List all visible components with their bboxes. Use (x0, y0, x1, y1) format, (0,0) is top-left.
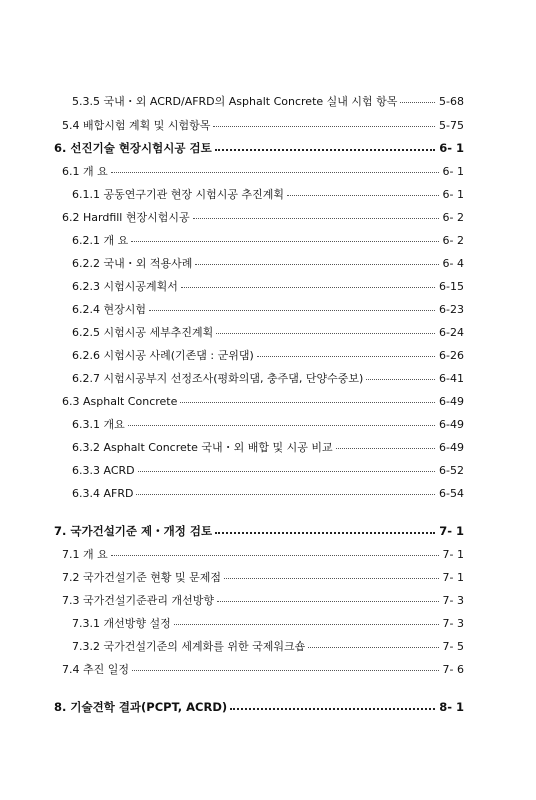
toc-entry-title: 5.4 배합시험 계획 및 시험항목 (62, 119, 211, 132)
toc-entry-title: 6.3.2 Asphalt Concrete 국내・외 배합 및 시공 비교 (72, 441, 333, 454)
toc-entry (62, 161, 464, 181)
toc-entry-page: 7- 1 (439, 524, 464, 538)
toc-entry (72, 322, 464, 342)
toc-entry-page: 6- 2 (442, 233, 464, 247)
toc-entry-page: 6-49 (439, 394, 464, 408)
leader-dots (287, 184, 439, 204)
toc-entry-page: 6- 2 (442, 210, 464, 224)
toc-entry (72, 437, 464, 457)
leader-dots (216, 322, 435, 342)
leader-dots (111, 544, 439, 564)
toc-entry-page: 6-23 (439, 302, 464, 316)
toc-entry-title: 6.2.3 시험시공계획서 (72, 280, 178, 293)
toc-entry (62, 391, 464, 411)
toc-entry-page: 8- 1 (439, 700, 464, 714)
toc-entry-title: 6.1 개 요 (62, 165, 108, 178)
toc-entry (72, 345, 464, 365)
toc-entry (72, 184, 464, 204)
toc-entry-title: 6.3.1 개요 (72, 418, 125, 431)
leader-dots (195, 253, 438, 273)
toc-entry-page: 7- 5 (442, 639, 464, 653)
toc-entry-title: 7.4 추진 일정 (62, 663, 129, 676)
leader-dots (336, 437, 435, 457)
toc-entry (72, 230, 464, 250)
toc-entry-title: 7.1 개 요 (62, 548, 108, 561)
toc-entry (72, 276, 464, 296)
leader-dots (181, 276, 435, 296)
toc-entry-page: 7- 1 (442, 547, 464, 561)
toc-entry-title: 7.3 국가건설기준관리 개선방향 (62, 594, 214, 607)
toc-entry-title: 6.1.1 공동연구기관 현장 시험시공 추진계획 (72, 188, 284, 201)
toc-entry-title: 7.2 국가건설기준 현황 및 문제점 (62, 571, 221, 584)
toc-entry-title: 6.2 Hardfill 현장시험시공 (62, 211, 190, 224)
leader-dots (174, 613, 439, 633)
toc-entry-title: 6.2.2 국내・외 적용사례 (72, 257, 193, 270)
toc-entry (72, 253, 464, 273)
toc-entry-page: 7- 1 (442, 570, 464, 584)
toc-entry-page: 6-54 (439, 486, 464, 500)
toc-entry (72, 91, 464, 111)
toc-entry-page: 5-68 (439, 94, 464, 108)
toc-entry-title: 7.3.2 국가건설기준의 세계화를 위한 국제워크숍 (72, 640, 306, 653)
toc-entry-title: 6.3 Asphalt Concrete (62, 394, 178, 408)
toc-entry-page: 7- 3 (442, 616, 464, 630)
toc-entry (72, 299, 464, 319)
toc-entry-page: 6-15 (439, 279, 464, 293)
leader-dots (217, 590, 439, 610)
toc-entry-page: 6- 4 (442, 256, 464, 270)
leader-dots (128, 414, 435, 434)
toc-entry (62, 544, 464, 564)
leader-dots (213, 115, 435, 135)
toc-entry-title: 6.2.7 시험시공부지 선정조사(평화의댐, 충주댐, 단양수중보) (72, 372, 364, 385)
leader-dots (257, 345, 435, 365)
toc-entry-title: 5.3.5 국내・외 ACRD/AFRD의 Asphalt Concrete 실내 시험 항목 (72, 95, 398, 108)
leader-dots (230, 697, 435, 717)
toc-chapter (54, 521, 464, 541)
toc-entry (62, 207, 464, 227)
toc-entry-page: 6-49 (439, 417, 464, 431)
leader-dots (215, 138, 436, 158)
toc-entry (62, 115, 464, 135)
toc-entry-page: 6-41 (439, 371, 464, 385)
toc-entry (72, 368, 464, 388)
toc-entry-page: 7- 3 (442, 593, 464, 607)
toc-entry (72, 483, 464, 503)
toc-entry (62, 590, 464, 610)
leader-dots (224, 567, 439, 587)
toc-entry (62, 659, 464, 679)
toc-entry-page: 6-49 (439, 440, 464, 454)
leader-dots (149, 299, 435, 319)
toc-entry-title: 7.3.1 개선방향 설정 (72, 617, 171, 630)
toc-entry-title: 6.3.3 ACRD (72, 463, 135, 477)
toc-entry-title: 7. 국가건설기준 제・개정 검토 (54, 524, 213, 538)
leader-dots (132, 659, 439, 679)
leader-dots (111, 161, 439, 181)
toc-entry (72, 414, 464, 434)
leader-dots (400, 91, 435, 111)
toc-entry (72, 636, 464, 656)
toc-entry-title: 6.2.4 현장시험 (72, 303, 146, 316)
leader-dots (180, 391, 435, 411)
toc-chapter (54, 697, 464, 717)
toc-entry-page: 6- 1 (442, 187, 464, 201)
leader-dots (131, 230, 438, 250)
leader-dots (193, 207, 439, 227)
toc-entry-page: 6- 1 (439, 141, 464, 155)
toc-entry-page: 6-26 (439, 348, 464, 362)
toc-entry-title: 8. 기술견학 결과(PCPT, ACRD) (54, 700, 228, 714)
toc-entry-title: 6.2.5 시험시공 세부추진계획 (72, 326, 214, 339)
leader-dots (138, 460, 435, 480)
toc-entry-page: 6- 1 (442, 164, 464, 178)
toc-entry-page: 6-24 (439, 325, 464, 339)
toc-entry-title: 6. 선진기술 현장시험시공 검토 (54, 141, 212, 155)
toc-entry-page: 7- 6 (442, 662, 464, 676)
toc-entry (62, 567, 464, 587)
toc-chapter (54, 138, 464, 158)
toc-entry-title: 6.2.1 개 요 (72, 234, 129, 247)
leader-dots (215, 521, 435, 541)
toc-entry-title: 6.2.6 시험시공 사례(기존댐 : 군위댐) (72, 349, 254, 362)
toc-entry-page: 5-75 (439, 118, 464, 132)
toc-entry-title: 6.3.4 AFRD (72, 486, 134, 500)
leader-dots (308, 636, 438, 656)
toc-entry (72, 613, 464, 633)
toc-entry (72, 460, 464, 480)
leader-dots (136, 483, 435, 503)
toc-entry-page: 6-52 (439, 463, 464, 477)
leader-dots (366, 368, 435, 388)
